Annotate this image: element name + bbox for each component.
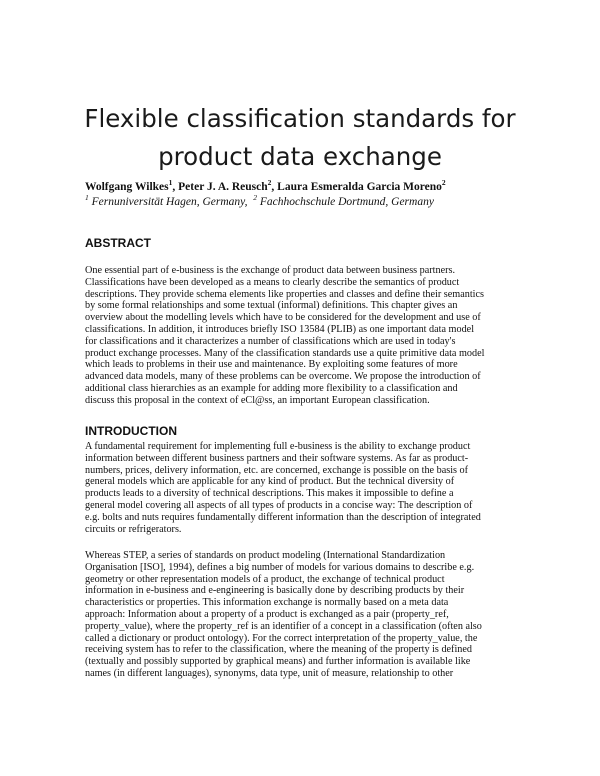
- author-name: Wolfgang Wilkes: [85, 181, 169, 193]
- title-line-2: product data exchange: [158, 142, 442, 171]
- text-line: names (in different languages), synonyms, data type, unit of measure, relationship to other: [85, 667, 454, 679]
- author-list: [85, 180, 565, 194]
- text-line: characteristics or properties. This information exchange is normally based on a meta data: [85, 597, 449, 609]
- text-line: approach: Information about a property of a product is exchanged as a pair (property_ref,: [85, 608, 449, 620]
- affiliation-2: Fachhochschule Dortmund, Germany: [259, 196, 434, 208]
- author-name: Laura Esmeralda Garcia Moreno: [277, 181, 442, 193]
- intro-paragraph-2: [85, 550, 515, 680]
- text-line: One essential part of e-business is the exchange of product data between business partners.: [85, 265, 456, 276]
- abstract-heading: ABSTRACT: [85, 236, 151, 250]
- author-affil-mark: 1: [168, 178, 173, 188]
- author-affil-mark: 2: [441, 178, 446, 188]
- text-line: general models which are applicable for any kind of product. But the technical diversity of: [85, 476, 455, 488]
- text-line: descriptions. They provide schema elements like properties and classes and define their semantics: [85, 288, 484, 300]
- title-line-1: Flexible classification standards for: [84, 104, 516, 133]
- text-line: products leads to a diversity of technical descriptions. This makes it impossible to define a: [85, 488, 454, 500]
- text-line: (textually and possibly supported by graphical means) and further information is available like: [85, 656, 471, 668]
- affiliations: [85, 195, 565, 209]
- text-line: Organisation [ISO], 1994), defines a big number of models for various domains to describe e.g.: [85, 561, 475, 573]
- affil-mark: 1: [85, 193, 89, 203]
- text-line: classifications. In addition, it introduces briefly ISO 13584 (PLIB) as one important data model: [85, 323, 475, 335]
- text-line: additional class hierarchies as an example for adding more flexibility to a classification and: [85, 382, 458, 394]
- text-line: Whereas STEP, a series of standards on product modeling (International Standardization: [85, 550, 446, 561]
- text-line: information in e-business and e-engineering is basically done by describing products by their: [85, 585, 465, 597]
- text-line: circuits or refrigerators.: [85, 523, 182, 535]
- text-line: called a dictionary or product ontology). For the correct interpretation of the property_value, the: [85, 632, 478, 644]
- introduction-heading: INTRODUCTION: [85, 424, 177, 438]
- text-line: by some formal relationships and some textual (informal) definitions. This chapter gives an: [85, 300, 458, 312]
- text-line: receiving system has to refer to the classification, where the meaning of the property is defined: [85, 644, 472, 656]
- abstract-text: [85, 265, 515, 407]
- text-line: numbers, prices, delivery information, etc. are concerned, exchange is possible on the basis of: [85, 464, 469, 476]
- author-name: Peter J. A. Reusch: [178, 181, 268, 193]
- text-line: advanced data models, many of these problems can be overcome. We propose the introduction of: [85, 371, 481, 383]
- text-line: product exchange processes. Many of the classification standards use a quite primitive data model: [85, 347, 485, 359]
- text-line: for classifications and it characterizes a number of classifications which are used in today's: [85, 335, 456, 347]
- text-line: discuss this proposal in the context of eCl@ss, an important European classification.: [85, 394, 430, 406]
- author-affil-mark: 2: [267, 178, 272, 188]
- text-line: e.g. bolts and nuts requires fundamentally different information than the description of integrated: [85, 511, 481, 523]
- text-line: which leads to problems in their use and maintenance. By exploiting some features of more: [85, 359, 458, 371]
- text-line: geometry or other representation models of a product, the exchange of technical product: [85, 573, 445, 585]
- author-separator: ,: [172, 181, 179, 193]
- affiliation-1: Fernuniversität Hagen, Germany,: [91, 196, 248, 208]
- author-separator: ,: [271, 181, 278, 193]
- text-line: Classifications have been developed as a means to clearly describe the semantics of product: [85, 276, 460, 288]
- paper-title: [60, 100, 540, 176]
- intro-paragraph-1: [85, 441, 515, 535]
- text-line: information between different business partners and their software systems. As far as product-: [85, 452, 469, 464]
- text-line: general model covering all aspects of all types of products in a concise way: The description of: [85, 499, 473, 511]
- text-line: A fundamental requirement for implementing full e-business is the ability to exchange product: [85, 441, 471, 452]
- text-line: property_value), where the property_ref is an identifier of a concept in a classification (often also: [85, 620, 482, 632]
- affil-mark: 2: [253, 193, 257, 203]
- text-line: overview about the modelling levels which have to be considered for the development and use of: [85, 312, 481, 324]
